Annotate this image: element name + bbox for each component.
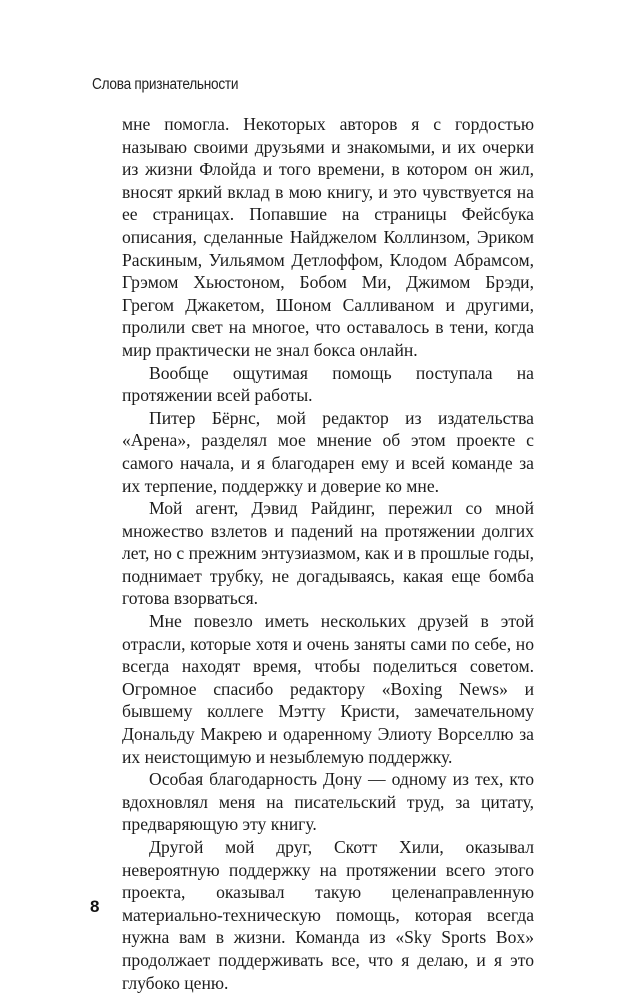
body-text — [122, 113, 534, 994]
paragraph-4: Мой агент, Дэвид Райдинг, пережил со мной множество взлетов и падений на протяжении долгих лет, но с прежним энтузиазмом, как и в прошлые годы, поднимает трубку, не догадываясь, какая еще бомба готова взорваться. — [122, 498, 534, 609]
paragraph-6: Особая благодарность Дону — одному из тех, кто вдохновлял меня на писательский труд, за цитату, предваряющую эту книгу. — [122, 769, 534, 835]
paragraph-5: Мне повезло иметь нескольких друзей в этой отрасли, которые хотя и очень заняты сами по себе, но всегда находят время, чтобы поделиться советом. Огромное спасибо редактору «Boxing News» и бывшему коллеге Мэтту Кристи, замечательному Дональду Макрею и одаренному Элиоту Ворселлю за их неистощимую и незыблемую поддержку. — [122, 611, 534, 767]
page-number: 8 — [90, 897, 100, 916]
paragraph-7: Другой мой друг, Скотт Хили, оказывал невероятную поддержку на протяжении всего этого проекта, оказывал такую целенаправленную материально-техническую помощь, которая всегда нужна вам в жизни. Команда из «Sky Sports Box» продолжает поддерживать все, что я делаю, и я это глубоко ценю. — [122, 837, 534, 993]
paragraph-2: Вообще ощутимая помощь поступала на протяжении всей работы. — [122, 362, 534, 406]
running-header-title: Слова признательности — [92, 76, 239, 93]
paragraph-3: Питер Бёрнс, мой редактор из издательства «Арена», разделял мое мнение об этом проекте с самого начала, и я благодарен ему и всей команде за их терпение, поддержку и доверие ко мне. — [122, 407, 534, 496]
paragraph-1: мне помогла. Некоторых авторов я с гордостью называю своими друзьями и знакомыми, и их очерки из жизни Флойда и того времени, в котором он жил, вносят яркий вклад в мою книгу, и это чувствуется на ее страницах. Попавшие на страницы Фейсбука описания, сделанные Найджелом Коллинзом, Эриком Раскиным, Уильямом Детлоффом, Клодом Абрамсом, Грэмом Хьюстоном, Бобом Ми, Джимом Брэди, Грегом Джакетом, Шоном Салливаном и другими, пролили свет на многое, что оставалось в тени, когда мир практически не знал бокса онлайн. — [122, 114, 534, 360]
